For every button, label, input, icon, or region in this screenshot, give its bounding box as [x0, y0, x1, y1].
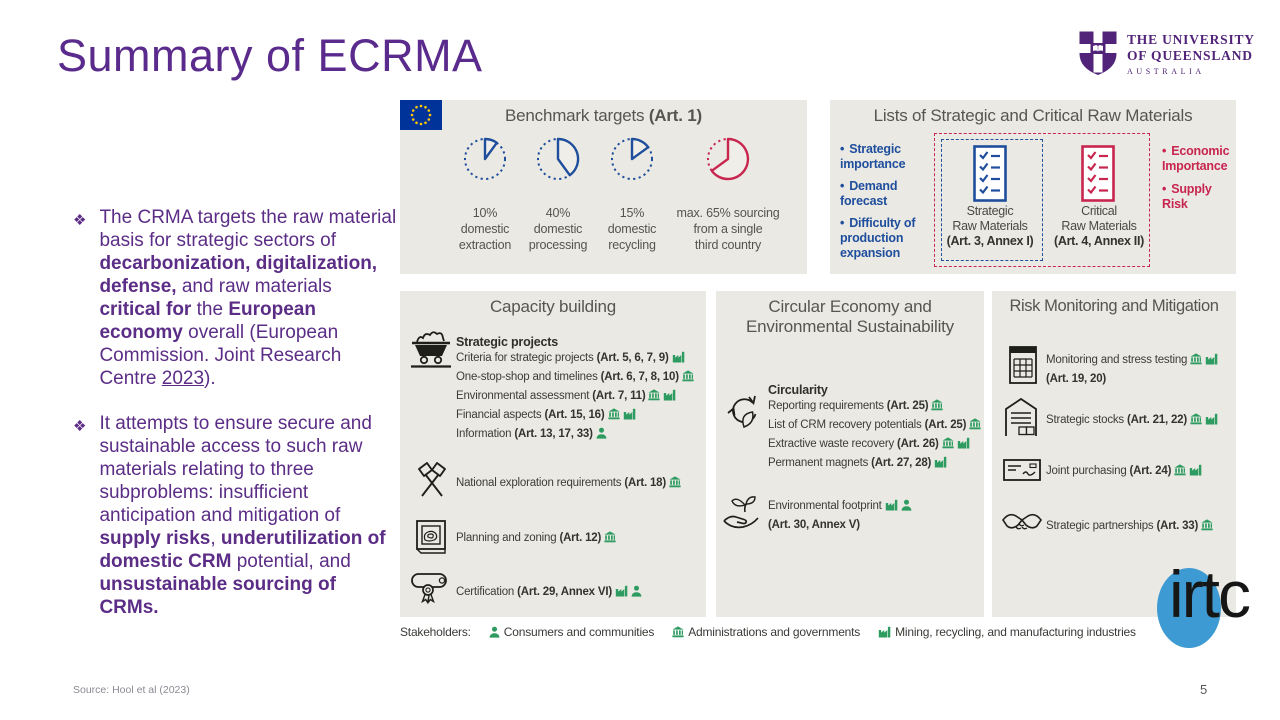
capacity-row: Planning and zoning (Art. 12)	[456, 529, 616, 548]
bullet-list	[73, 206, 397, 641]
bullet-text: It attempts to ensure secure and sustainable access to such raw materials relating to three subproblems: insufficient anticipation and mitigation of supply risks, underutilization of domestic CRM potential, and unsustainable sourcing of CRMs.	[99, 413, 386, 618]
list-item: • Economic Importance	[1162, 144, 1236, 174]
capacity-item: Financial aspects (Art. 15, 16)	[456, 406, 694, 425]
uq-logo-line2: OF QUEENSLAND	[1127, 47, 1253, 63]
mine-cart-icon	[408, 327, 454, 375]
stakeholder-icons	[882, 500, 912, 512]
risk-item: Strategic stocks (Art. 21, 22)	[1046, 411, 1218, 430]
hand-plant-icon	[721, 493, 763, 531]
stakeholder-icons	[601, 532, 616, 544]
uq-logo-line3: AUSTRALIA	[1127, 66, 1205, 76]
stakeholder-icons	[1187, 354, 1218, 366]
handshake-icon	[1000, 505, 1044, 541]
cheque-icon	[1002, 456, 1042, 484]
footprint-art: (Art. 30, Annex V)	[768, 519, 860, 531]
panel-title: Capacity building	[489, 297, 617, 316]
legend-industries: Mining, recycling, and manufacturing industries	[875, 625, 1136, 639]
uq-shield-icon	[1078, 30, 1118, 77]
strategic-projects-heading: Strategic projects	[456, 335, 558, 349]
bullet-item	[73, 412, 397, 619]
circular-item: Permanent magnets (Art. 27, 28)	[768, 454, 981, 473]
legend-administrations: Administrations and governments	[669, 625, 860, 639]
bullet-text: The CRMA targets the raw material basis for strategic sectors of decarbonization, digitalization, defense, and raw materials critical for the European economy overall (European Commission. Joint Research Centre 2023).	[99, 207, 397, 389]
capacity-item: One-stop-shop and timelines (Art. 6, 7, 8, 10)	[456, 368, 694, 387]
legend-consumers: Consumers and communities	[486, 625, 654, 639]
stakeholder-icons	[612, 586, 642, 598]
pie-chart-65-percent	[658, 136, 798, 187]
raw-materials-lists-panel	[830, 100, 1236, 274]
capacity-row: National exploration requirements (Art. 18)	[456, 474, 681, 493]
stakeholder-icons	[666, 477, 681, 489]
recycle-icon	[724, 387, 762, 433]
pie-label: 10% domestic extraction	[458, 206, 512, 252]
capacity-item: Environmental assessment (Art. 7, 11)	[456, 387, 694, 406]
list-item: • Difficulty of production expansion	[840, 216, 944, 261]
diamond-bullet-icon: ❖	[73, 418, 87, 435]
bank-building-icon	[669, 625, 684, 639]
stakeholder-icons	[1187, 414, 1218, 426]
risk-item: Joint purchasing (Art. 24)	[1046, 462, 1202, 481]
uq-logo-line1: THE UNIVERSITY	[1127, 31, 1255, 47]
stakeholder-icons	[645, 390, 676, 402]
critical-criteria-list	[1162, 144, 1236, 220]
strategic-criteria-list	[840, 142, 944, 268]
risk-item: Strategic partnerships (Art. 33)	[1046, 517, 1213, 536]
capacity-item: Information (Art. 13, 17, 33)	[456, 425, 694, 444]
stakeholder-icons	[669, 352, 685, 364]
stakeholder-icons	[1198, 520, 1213, 532]
planning-map-icon	[411, 515, 451, 557]
risk-monitoring-panel: Risk Monitoring and Mitigation Monitoring and stress testing (Art. 19, 20) Strategic stocks (Art. 21, 22) Joint purchasing (Art. 24) Strategic partnerships (Art. 33)	[992, 291, 1236, 617]
stakeholder-icons	[593, 428, 607, 440]
stakeholder-icons	[679, 371, 694, 383]
circularity-heading: Circularity	[768, 383, 828, 397]
circular-item: Extractive waste recovery (Art. 26)	[768, 435, 981, 454]
list-item: • Supply Risk	[1162, 182, 1236, 212]
panel-title: Circular Economy and Environmental Sustainability	[746, 297, 954, 336]
page-title: Summary of ECRMA	[57, 30, 483, 81]
page-number: 5	[1200, 682, 1208, 697]
capacity-building-panel	[400, 291, 706, 617]
panel-title: Benchmark targets (Art. 1)	[505, 106, 702, 125]
stakeholders-legend	[400, 625, 1240, 639]
capacity-row: Certification (Art. 29, Annex VI)	[456, 583, 642, 602]
source-note: Source: Hool et al (2023)	[73, 684, 190, 696]
stakeholder-icons	[966, 419, 981, 431]
legend-label: Stakeholders:	[400, 625, 471, 639]
diamond-bullet-icon: ❖	[73, 212, 87, 229]
panel-title: Risk Monitoring and Mitigation	[1009, 297, 1219, 315]
crossed-hammers-icon	[412, 457, 452, 501]
list-item: • Demand forecast	[840, 179, 944, 209]
circular-item: Reporting requirements (Art. 25)	[768, 397, 981, 416]
spreadsheet-icon	[1006, 343, 1040, 387]
pie-label: 15% domestic recycling	[607, 206, 657, 252]
stakeholder-icons	[939, 438, 970, 450]
stakeholder-icons	[928, 400, 943, 412]
pie-label: 40% domestic processing	[528, 206, 588, 252]
factory-icon	[875, 625, 891, 639]
list-item: • Strategic importance	[840, 142, 944, 172]
risk-item: Monitoring and stress testing	[1046, 351, 1218, 370]
irtc-logo	[1156, 557, 1280, 650]
circular-item: List of CRM recovery potentials (Art. 25)	[768, 416, 981, 435]
footprint-item: Environmental footprint	[768, 497, 912, 516]
stakeholder-icons	[931, 457, 947, 469]
irtc-text: irtc	[1169, 557, 1249, 631]
strategic-card-label: Strategic Raw Materials (Art. 3, Annex I)	[946, 204, 1034, 248]
pie-label: max. 65% sourcing from a single third country	[676, 206, 780, 252]
benchmark-third-country	[658, 136, 798, 253]
circular-economy-panel	[716, 291, 984, 617]
capacity-item: Criteria for strategic projects (Art. 5, 6, 7, 9)	[456, 349, 694, 368]
uq-logo	[1078, 30, 1255, 77]
critical-checklist-icon	[1081, 145, 1115, 202]
certificate-icon	[409, 569, 451, 605]
bullet-item	[73, 206, 397, 390]
stakeholder-icons	[1171, 465, 1202, 477]
warehouse-icon	[1003, 395, 1039, 439]
citation-link[interactable]: 2023	[161, 368, 205, 389]
eu-flag-icon	[400, 100, 442, 130]
critical-card-label: Critical Raw Materials (Art. 4, Annex II)	[1054, 204, 1144, 248]
stakeholder-icons	[605, 409, 636, 421]
panel-title: Lists of Strategic and Critical Raw Materials	[873, 106, 1193, 125]
benchmark-targets-panel	[400, 100, 807, 274]
strategic-checklist-icon	[973, 145, 1007, 202]
person-icon	[486, 625, 500, 639]
